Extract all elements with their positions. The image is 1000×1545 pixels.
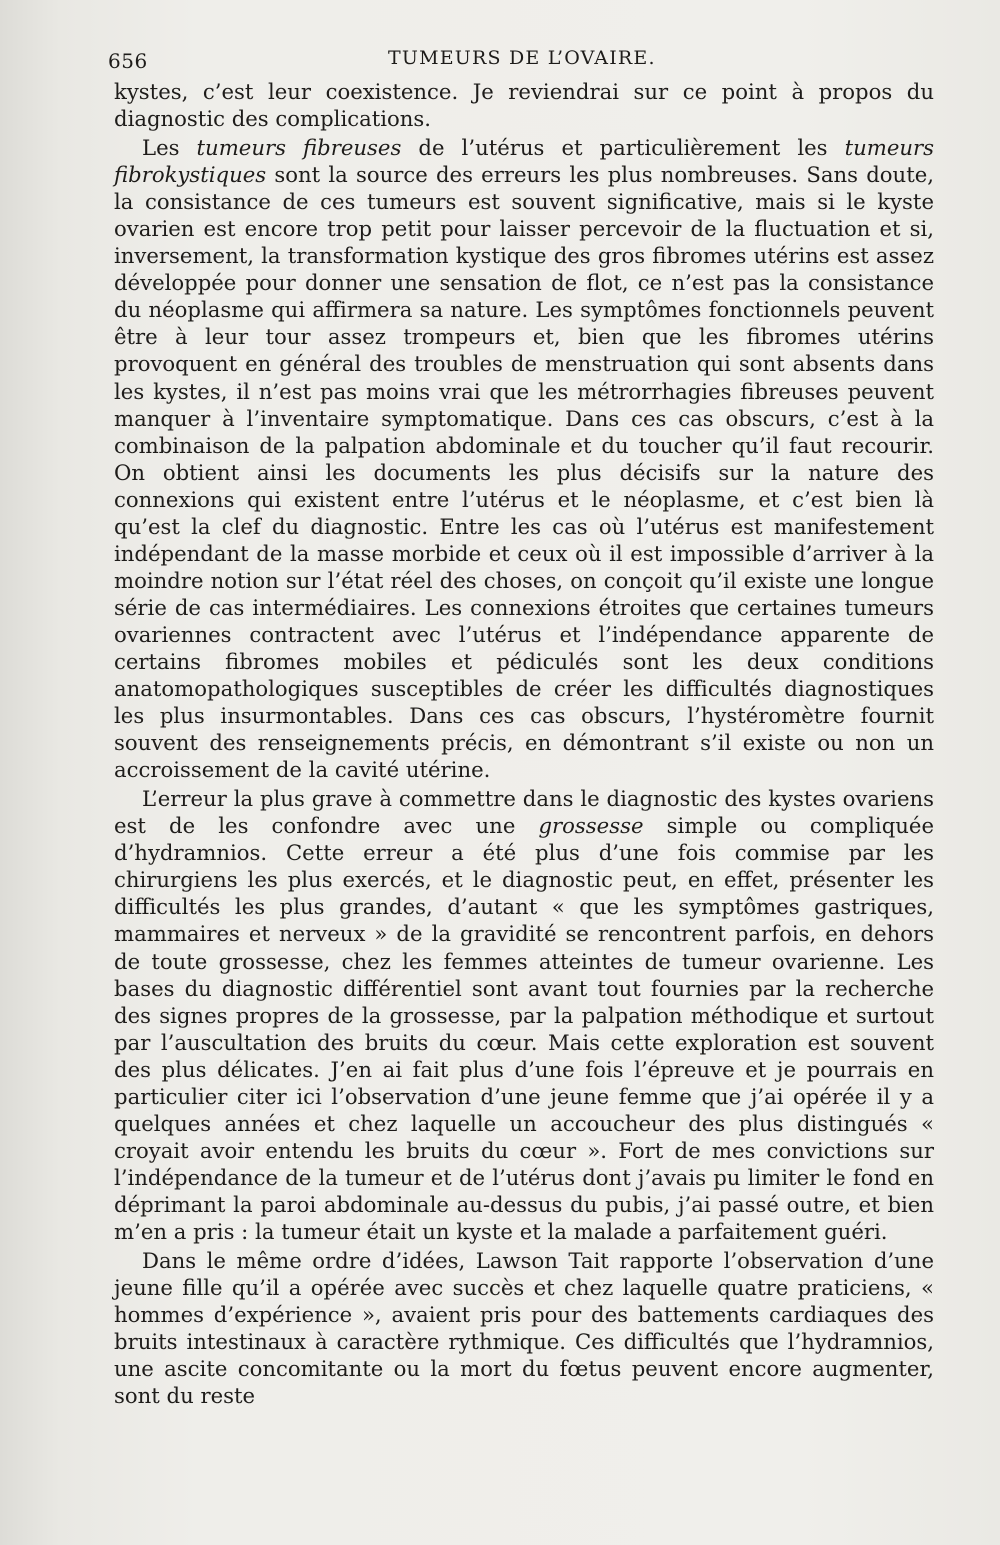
italic-term: tumeurs fibreuses (196, 135, 402, 161)
paragraph-text: de l’utérus et particulièrement les (401, 135, 845, 161)
page-header (108, 45, 928, 79)
italic-term: grossesse (538, 813, 644, 839)
paragraph-text: kystes, c’est leur coexistence. Je reviendrai sur ce point à propos du diagnostic des complications. (114, 79, 934, 132)
paragraph-text: sont la source des erreurs les plus nombreuses. Sans doute, la consistance de ces tumeurs est souvent significative, mais si le kyste ovarien est encore trop petit pour laisser percevoir de la fluctuation et si, inversement, la transformation kystique des gros fibromes utérins est assez développée pour donner une sensation de flot, ce n’est pas la consistance du néoplasme qui affirmera sa nature. Les symptômes fonctionnels peuvent être à leur tour assez trompeurs et, bien que les fibromes utérins provoquent en général des troubles de menstruation qui sont absents dans les kystes, il n’est pas moins vrai que les métrorrhagies fibreuses peuvent manquer à l’inventaire symptomatique. Dans ces cas obscurs, c’est à la combinaison de la palpation abdominale et du toucher qu’il faut recourir. On obtient ainsi les documents les plus décisifs sur la nature des connexions qui existent entre l’utérus et le néoplasme, et c’est bien là qu’est la clef du diagnostic. Entre les cas où l’utérus est manifestement indépendant de la masse morbide et ceux où il est impossible d’arriver à la moindre notion sur l’état réel des choses, on conçoit qu’il existe une longue série de cas intermédiaires. Les connexions étroites que certaines tumeurs ovariennes contractent avec l’utérus et l’indépendance apparente de certains fibromes mobiles et pédiculés sont les deux conditions anatomopathologiques susceptibles de créer les difficultés diagnostiques les plus insurmontables. Dans ces cas obscurs, l’hystéromètre fournit souvent des renseignements précis, en démontrant s’il existe ou non un accroissement de la cavité utérine. (114, 162, 934, 783)
running-title: TUMEURS DE L’OVAIRE. (388, 47, 656, 69)
paragraph-text: L’erreur la plus grave à commettre dans le diagnostic des kystes ovariens est de les confondre avec une (114, 786, 934, 839)
paragraph-text: simple ou compliquée d’hydramnios. Cette erreur a été plus d’une fois commise par les chirurgiens les plus exercés, et le diagnostic peut, en effet, présenter les difficultés les plus grandes, d’autant « que les symptômes gastriques, mammaires et nerveux » de la gravidité se rencontrent parfois, en dehors de toute grossesse, chez les femmes atteintes de tumeur ovarienne. Les bases du diagnostic différentiel sont avant tout fournies par la recherche des signes propres de la grossesse, par la palpation méthodique et surtout par l’auscultation des bruits du cœur. Mais cette exploration est souvent des plus délicates. J’en ai fait plus d’une fois l’épreuve et je pourrais en particulier citer ici l’observation d’une jeune femme que j’ai opérée il y a quelques années et chez laquelle un accoucheur des plus distingués « croyait avoir entendu les bruits du cœur ». Fort de mes convictions sur l’indépendance de la tumeur et de l’utérus dont j’avais pu limiter le fond en déprimant la paroi abdominale au-dessus du pubis, j’ai passé outre, et bien m’en a pris : la tumeur était un kyste et la malade a parfaitement guéri. (114, 813, 934, 1244)
paragraph (114, 78, 934, 132)
paragraph (114, 134, 934, 783)
body-text (114, 78, 934, 1409)
paragraph (114, 785, 934, 1245)
page-number: 656 (108, 49, 148, 73)
paragraph-text: Les (142, 135, 197, 161)
paragraph (114, 1247, 934, 1409)
paragraph-text: Dans le même ordre d’idées, Lawson Tait rapporte l’observation d’une jeune fille qu’il a opérée avec succès et chez laquelle quatre praticiens, « hommes d’expérience », avaient pris pour des battements cardiaques des bruits intestinaux à caractère rythmique. Ces difficultés que l’hydramnios, une ascite concomitante ou la mort du fœtus peuvent encore augmenter, sont du reste (114, 1248, 934, 1409)
italic-term: tumeurs fibrokystiques (114, 135, 934, 188)
